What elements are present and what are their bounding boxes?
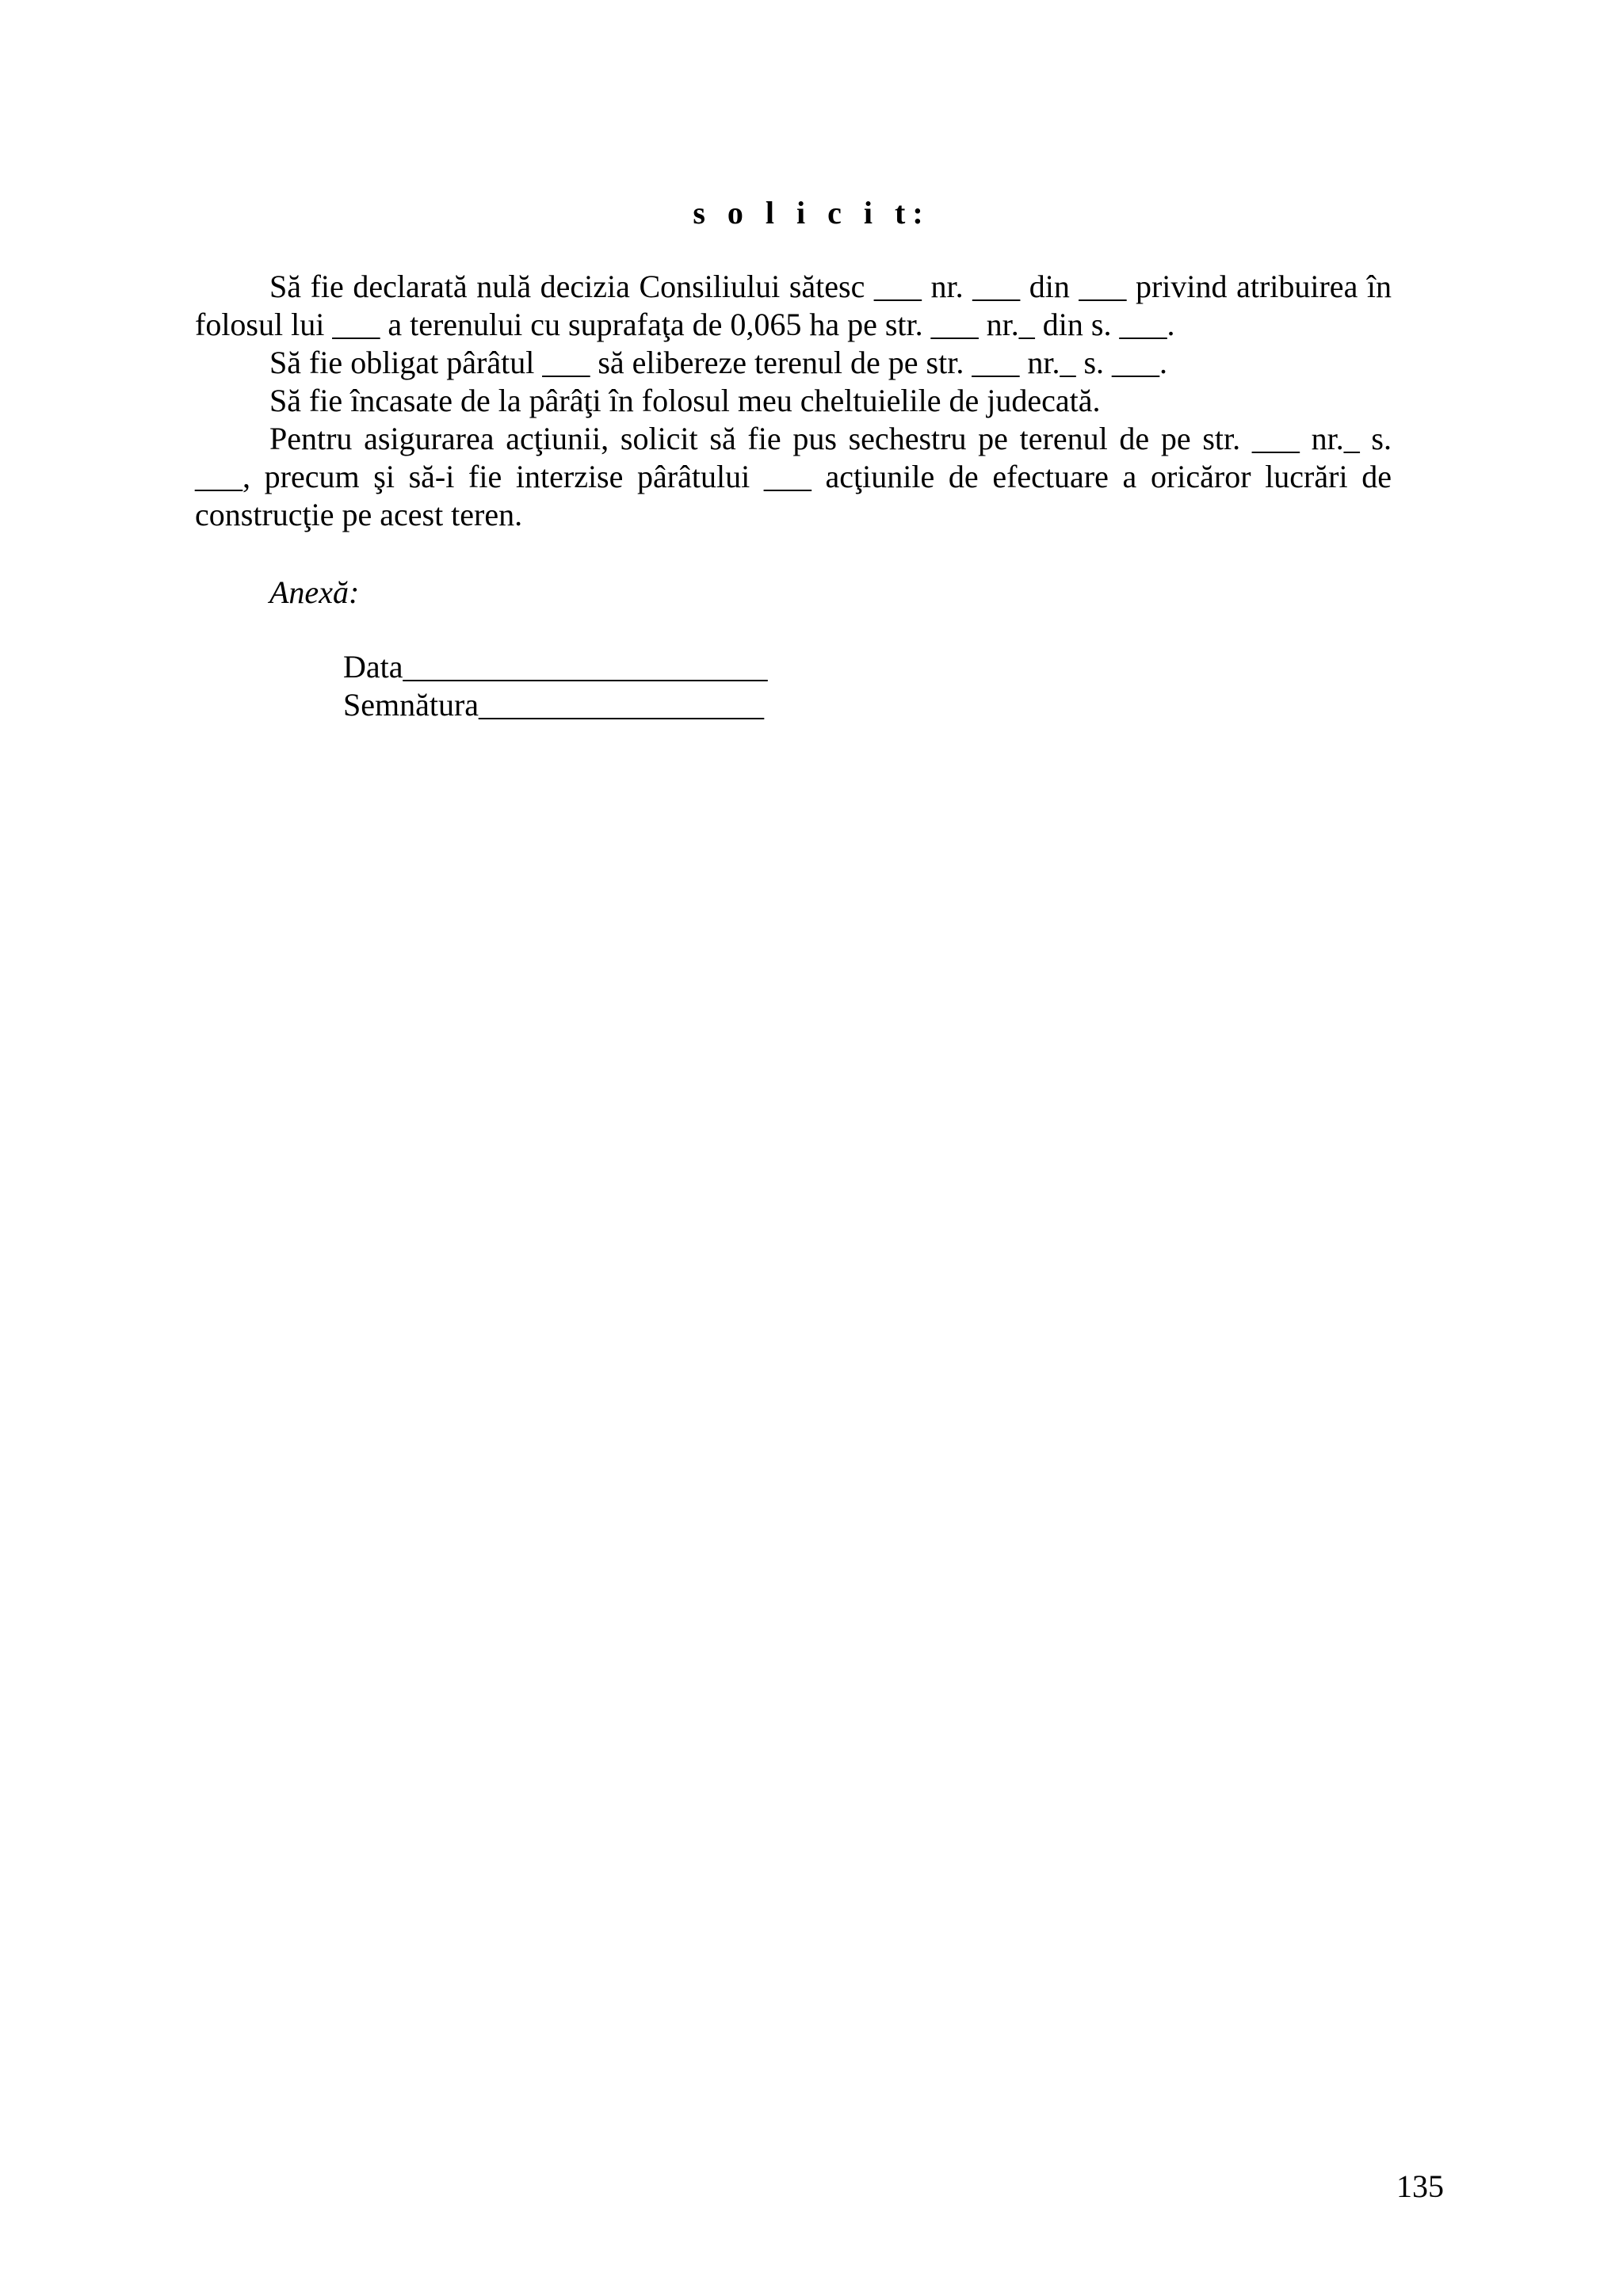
annex-label: Anexă: [269, 574, 360, 610]
date-line: Data_______________________ [343, 649, 768, 685]
request-body [195, 268, 1392, 534]
paragraph-court-costs: Să fie încasate de la pârâţi în folosul meu cheltuielile de judecată. [269, 383, 1101, 418]
signature-line: Semnătura__________________ [343, 687, 765, 723]
paragraph-vacate-land: Să fie obligat pârâtul ___ să elibereze terenul de pe str. ___ nr._ s. ___. [269, 345, 1168, 380]
signature-block [343, 648, 768, 724]
section-heading: s o l i c i t: [693, 195, 930, 231]
paragraph-seizure: Pentru asigurarea acţiunii, solicit să fie pus sechestru pe terenul de pe str. ___ nr._ s. ___, precum şi să-i fie interzise pârâtului ___ acţiunile de efectuare a oricăror lucrări de construcţie pe acest teren. [195, 421, 1392, 532]
page-number: 135 [1396, 2168, 1444, 2204]
paragraph-annulment: Să fie declarată nulă decizia Consiliului sătesc ___ nr. ___ din ___ privind atribuirea în folosul lui ___ a terenului cu suprafaţa de 0,065 ha pe str. ___ nr._ din s. ___. [195, 269, 1392, 342]
